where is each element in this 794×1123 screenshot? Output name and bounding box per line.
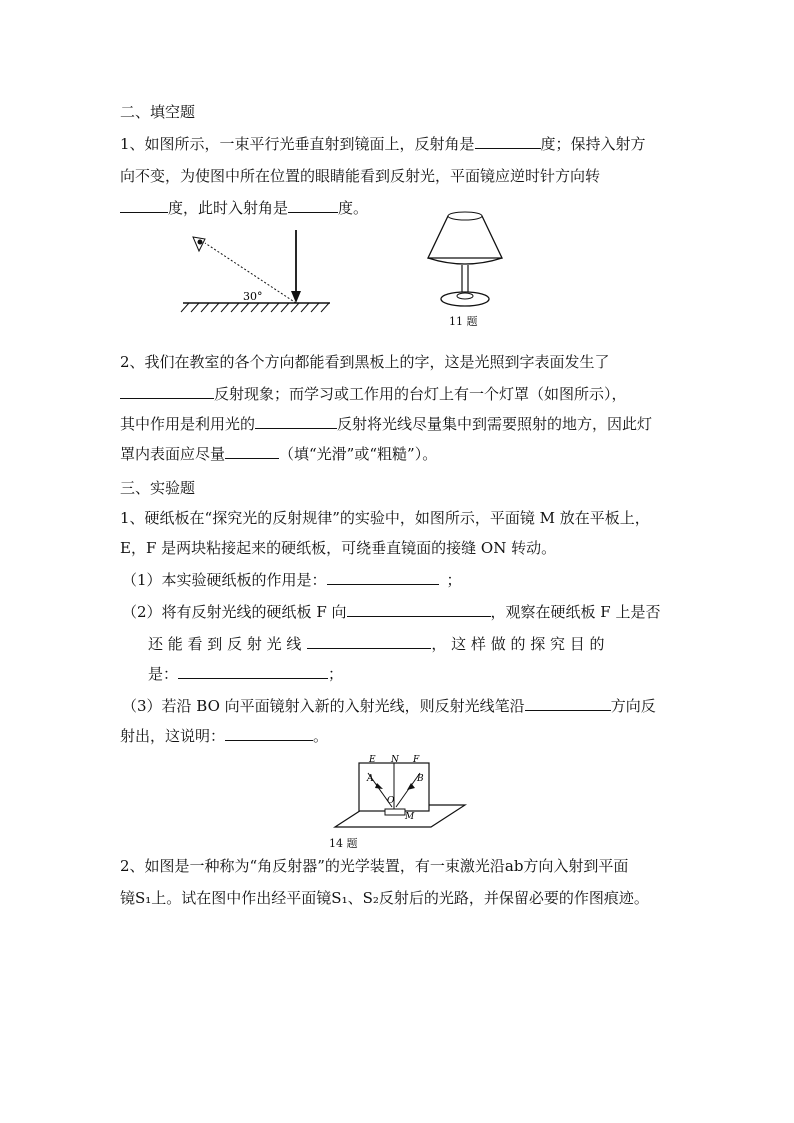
q2-line2	[120, 384, 627, 404]
q1-text-a: 1、如图所示，一束平行光垂直射到镜面上，反射角是	[120, 135, 475, 153]
answer-blank-fold-direction[interactable]	[347, 602, 491, 617]
exp1-part2-line2	[148, 634, 605, 654]
exp1-line1: 1、硬纸板在“探究光的反射规律”的实验中，如图所示，平面镜 M 放在平板上，	[120, 509, 650, 527]
q2-text-e: （填“光滑”或“粗糙”）。	[279, 445, 438, 463]
semicolon: ；	[446, 571, 462, 589]
angle-label: 30°	[243, 290, 263, 303]
mirror-reflection-figure	[175, 225, 335, 320]
exp1-part2-text-d: ， 这 样 做 的 探 究 目 的	[431, 635, 605, 653]
label-N: N	[391, 755, 399, 765]
answer-blank-reflect-direction[interactable]	[525, 696, 611, 711]
ray-arrowhead	[291, 291, 301, 303]
q2-line4	[120, 444, 437, 464]
q2-text-c: 反射将光线尽量集中到需要照射的地方，因此灯	[337, 415, 653, 433]
mirror-hatching	[181, 303, 329, 312]
answer-blank-see-reflection[interactable]	[307, 634, 431, 649]
mirror-M	[385, 809, 405, 815]
section-heading-experiment: 三、实验题	[120, 479, 196, 497]
answer-blank-reflection-type[interactable]	[120, 384, 214, 399]
answer-blank-rotate-degrees[interactable]	[120, 198, 168, 213]
exp1-part3-text-c: 射出，这说明：	[120, 727, 226, 745]
label-E: E	[369, 755, 376, 765]
answer-blank-surface[interactable]	[225, 444, 279, 459]
exp1-part2-text-e: 是：	[148, 665, 179, 683]
exp1-part3-text-d: 。	[313, 727, 329, 745]
lampshade	[428, 216, 502, 258]
q1-line1	[120, 134, 646, 154]
label-A: A	[367, 774, 374, 784]
q2-text-a: 反射现象；而学习或工作用的台灯上有一个灯罩（如图所示），	[214, 385, 627, 403]
exp1-part2-line3	[148, 664, 343, 684]
answer-blank-conclusion[interactable]	[225, 726, 313, 741]
label-B: B	[417, 774, 424, 784]
exp1-part3-text-b: 方向反	[610, 697, 656, 715]
answer-blank-reflection-angle[interactable]	[475, 134, 541, 149]
exp2-line1: 2、如图是一种称为“角反射器”的光学装置，有一束激光沿ab方向入射到平面	[120, 857, 629, 875]
exp1-part2-text-b: ，观察在硬纸板 F 上是否	[490, 603, 661, 621]
exp1-part3-line2	[120, 726, 328, 746]
eye-icon	[193, 237, 205, 251]
q2-line3	[120, 414, 652, 434]
label-F: F	[413, 755, 420, 765]
label-O: O	[387, 796, 395, 806]
q1-text-b: 度；保持入射方	[540, 135, 646, 153]
answer-blank-lamp-reflection[interactable]	[255, 414, 337, 429]
exp1-part2	[122, 602, 660, 622]
exp1-part1	[122, 570, 462, 590]
q1-line2: 向不变，为使图中所在位置的眼睛能看到反射光，平面镜应逆时针方向转	[120, 167, 601, 185]
section-heading-fill: 二、填空题	[120, 103, 196, 121]
exp1-part2-text-c: 还 能 看 到 反 射 光 线	[148, 635, 302, 653]
label-M: M	[405, 812, 415, 822]
figure-caption-14: 14 题	[329, 837, 358, 850]
reflection-experiment-figure	[325, 755, 475, 835]
desk-lamp-figure	[420, 208, 510, 318]
answer-blank-purpose[interactable]	[178, 664, 328, 679]
figure-caption-11: 11 题	[449, 315, 478, 328]
semicolon: ；	[328, 665, 344, 683]
answer-blank-incident-angle[interactable]	[288, 198, 338, 213]
exp2-line2: 镜S₁上。试在图中作出经平面镜S₁、S₂反射后的光路，并保留必要的作图痕迹。	[120, 889, 649, 907]
q1-text-c: 度，此时入射角是	[168, 199, 289, 217]
answer-blank-cardboard-role[interactable]	[327, 570, 439, 585]
q1-line3	[120, 198, 368, 218]
q1-text-d: 度。	[338, 199, 369, 217]
exp1-part1-text: （1）本实验硬纸板的作用是：	[122, 571, 327, 589]
exp1-part3-text-a: （3）若沿 BO 向平面镜射入新的入射光线，则反射光线笔沿	[122, 697, 525, 715]
q2-line1: 2、我们在教室的各个方向都能看到黑板上的字，这是光照到字表面发生了	[120, 353, 610, 371]
exp1-part3	[122, 696, 656, 716]
exp1-part2-text-a: （2）将有反射光线的硬纸板 F 向	[122, 603, 347, 621]
q2-text-d: 罩内表面应尽量	[120, 445, 226, 463]
exp1-line2: E，F 是两块粘接起来的硬纸板，可绕垂直镜面的接缝 ON 转动。	[120, 539, 557, 557]
q2-text-b: 其中作用是利用光的	[120, 415, 256, 433]
